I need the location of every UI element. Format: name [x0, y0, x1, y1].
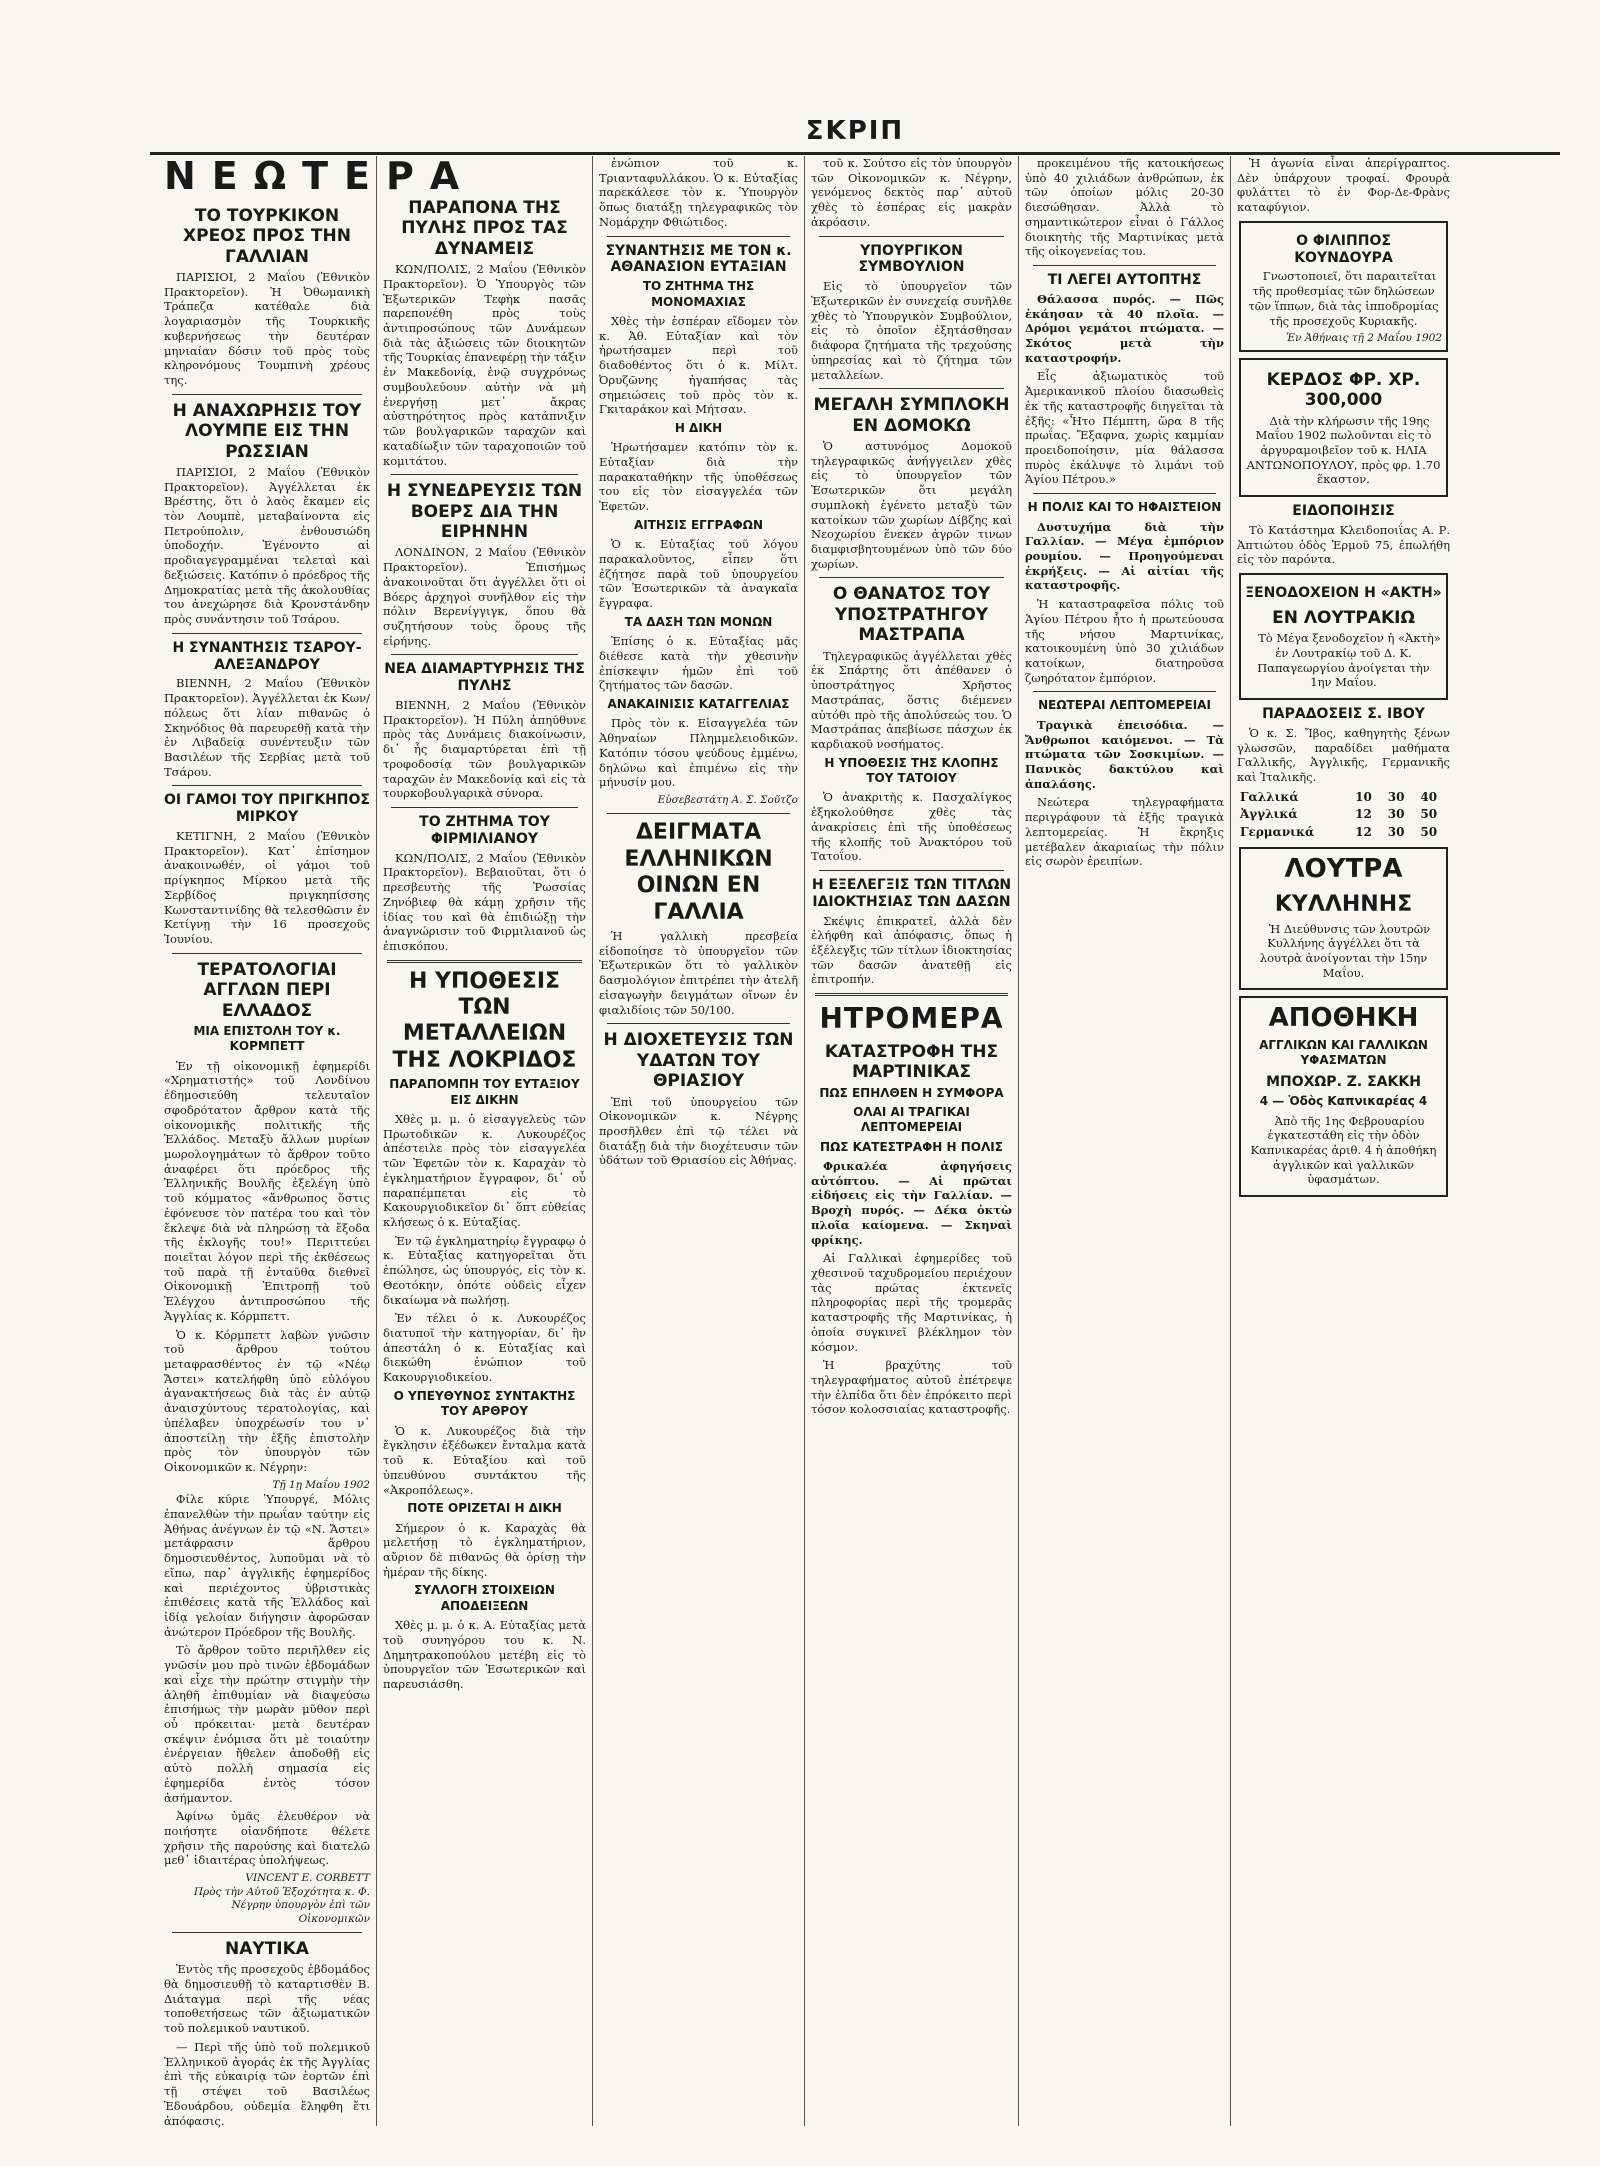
subheadline: ΟΛΑΙ ΑΙ ΤΡΑΓΙΚΑΙ ΛΕΠΤΟΜΕΡΕΙΑΙ	[853, 1104, 970, 1135]
ad-text: Ὁ κ. Σ. Ἴβος, καθηγητὴς ξένων γλωσσῶν, παραδίδει μαθήματα Γαλλικῆς, Ἀγγλικῆς, Γερμανικῆς καὶ Ἰταλικῆς.	[1237, 725, 1450, 785]
table-cell: Γερμανικά	[1240, 824, 1315, 839]
article-text: Ἐν τῇ οἰκονομικῇ ἐφημερίδι «Χρηματιστής» τοῦ Λονδίνου ἐδημοσιεύθη τελευταῖον σφοδρότατον ἄρθρον κατὰ τῆς οἰκονομικῆς πολιτικῆς τῆς Ἑλλάδος. Μεταξὺ ἄλλων μυρίων μωρολογημάτων τὸ ἄρθρον τοῦτο ἀναφέρει ὅτι πρόεδρος τῆς Ἑλληνικῆς Βουλῆς ἐξελέγη ὑπὸ τοῦ κόμματος «ἄνθρωπος ὅστις ἐφόνευσε τὸν πατέρα του καὶ τὸν ἔκλεψε διὰ νὰ πληρώσῃ τὰ ἔξοδα τῆς ἐκλογῆς του!» Περιττεύει ποιεῖται λόγον περὶ τῆς ἐκθέσεως τοῦ παρὰ τῇ ἐνταῦθα διεθνεῖ Οἰκονομικῇ Ἐπιτροπῇ τοῦ Ἐλέγχου ἀντιπροσώπου τῆς Ἀγγλίας κ. Κόρμπεττ.	[164, 1058, 370, 1323]
headline: Η ΕΞΕΛΕΓΞΙΣ ΤΩΝ ΤΙΤΛΩΝ ΙΔΙΟΚΤΗΣΙΑΣ ΤΩΝ ΔΑΣΩΝ	[811, 876, 1012, 910]
ad-title: ΚΥΛΛΗΝΗΣ	[1274, 892, 1413, 918]
signature-addressee: Πρὸς τὴν Αὐτοῦ Ἐξοχότητα κ. Φ. Νέγρην ὑπουργὸν ἐπὶ τῶν Οἰκονομικῶν	[193, 1885, 370, 1925]
divider	[607, 813, 790, 814]
table-cell: 10	[1355, 789, 1372, 804]
headline: ΝΕΑ ΔΙΑΜΑΡΤΥΡΗΣΙΣ ΤΗΣ ΠΥΛΗΣ	[384, 661, 585, 695]
divider	[819, 577, 1004, 578]
subheadline: ΤΑ ΔΑΣΗ ΤΩΝ ΜΟΝΩΝ	[624, 614, 773, 629]
headline: ΟΙ ΓΑΜΟΙ ΤΟΥ ΠΡΙΓΚΗΠΟΣ ΜΙΡΚΟΥ	[164, 792, 370, 826]
article-text: Ἡ γαλλικὴ πρεσβεία εἰδοποίησε τὸ ὑπουργεῖον τῶν Ἐξωτερικῶν ὅτι τὸ γαλλικὸν δασμολόγιον ἐπιτρέπει τὴν ἀτελῆ εἰσαγωγὴν δειγμάτων οἴνων ἐν φιαλιδίοις τῶν 50/100.	[599, 929, 798, 1017]
headline: ΝΑΥΤΙΚΑ	[225, 1938, 309, 1959]
article-text: ΠΑΡΙΣΙΟΙ, 2 Μαΐου (Ἑθνικὸν Πρακτορεῖον). Ἀγγέλλεται ἐκ Βρέστης, ὅτι ὁ λαὸς ἔκαμεν εἰς τὸν Λουμπὲ, μεταβαίνοντα εἰς Πετρούπολιν, ἐνθουσιώδη ὑποδοχήν. Ἐγένοντο αἱ προδιαγεγραμμέναι τελεταὶ καὶ δεξιώσεις. Κατόπιν ὁ πρόεδρος τῆς Δημοκρατίας μετὰ τῆς ἀκολουθίας του ἀνεχώρησε διὰ Κρονστάνδην πρὸς συνάντησιν τοῦ Τσάρου.	[164, 464, 370, 627]
headline: ΜΕΓΑΛΗ ΣΥΜΠΛΟΚΗ ΕΝ ΔΟΜΟΚΩ	[813, 395, 1010, 436]
subheadline: Η ΥΠΟΘΕΣΙΣ ΤΗΣ ΚΛΟΠΗΣ ΤΟΥ ΤΑΤΟΙΟΥ	[824, 755, 999, 786]
ad-date: Ἐν Ἀθήναις τῇ 2 Μαΐου 1902	[1286, 332, 1442, 345]
article-text: — Περὶ τῆς ὑπὸ τοῦ πολεμικοῦ Ἑλληνικοῦ ἀγοράς ἐκ τῆς Ἀγγλίας ἐπὶ τῆς εὐκαιρίᾳ τῶν ἑορτῶν ἐπὶ τῇ στέψει τοῦ Βασιλέως Ἐδουάρδου, οὐδεμία ἔληφθη ἔτι ἀπόφασις.	[164, 2039, 370, 2128]
headline: Η ΣΥΝΕΔΡΕΥΣΙΣ ΤΩΝ ΒΟΕΡΣ ΔΙΑ ΤΗΝ ΕΙΡΗΝΗΝ	[386, 481, 583, 543]
divider	[1033, 691, 1216, 692]
article-text: Τηλεγραφικῶς ἀγγέλλεται χθὲς ἐκ Σπάρτης ὅτι ἀπέθανεν ὁ ὑποστράτηγος Χρῆστος Μαστράπας, ὅστις διέμενεν αὐτόθι πρὸ τῆς ἀπολύσεώς του. Ὁ Μαστράπας ἀπεβίωσε πάσχων ἐκ καρδιακοῦ νοσήματος.	[811, 648, 1012, 751]
article-text: Φίλε κύριε Ὑπουργέ, Μόλις ἐπανελθὼν τὴν πρωΐαν ταύτην εἰς Ἀθήνας ἀνέγνων ἐν τῷ «Ν. Ἄστει» μετάφρασιν ἄρθρου δημοσιευθέντος, λυποῦμαι νὰ τὸ εἴπω, παρ᾿ ἀγγλικῆς ἐφημερίδος καὶ περιέχοντος ὑβριστικὰς ἐπιθέσεις κατὰ τῆς Ἑλλάδος καὶ ἰδίᾳ γελοίαν διήγησιν ἀφορῶσαν ἀνώτερον Πρόεδρον τῆς Βουλῆς.	[164, 1492, 370, 1639]
ad-title: ΕΝ ΛΟΥΤΡΑΚΙΩ	[1272, 607, 1415, 628]
article-text: Χθὲς τὴν ἑσπέραν εἴδομεν τὸν κ. Ἀθ. Εὐταξίαν καὶ τὸν ἠρωτήσαμεν περὶ τοῦ διαδοθέντος ὅτι ὁ κ. Μίλτ. Ὀρυζῶνης ἠγαπήσας τὰς σημειώσεις τοῦ πρὸς τὸν κ. Γκιταράκον καὶ Μήτσαν.	[599, 313, 798, 417]
headline: ΥΠΟΥΡΓΙΚΟΝ ΣΥΜΒΟΥΛΙΟΝ	[858, 242, 965, 276]
rates-table	[1237, 789, 1450, 841]
article-text: ΠΑΡΙΣΙΟΙ, 2 Μαΐου (Ἑθνικὸν Πρακτορεῖον). Ἡ Ὀθωμανικὴ Τράπεζα κατέθαλε διὰ λογαριασμὸν τῆς Τουρκικῆς κυβερνήσεως τὴν δευτέραν μηνιαίαν δόσιν τοῦ πρὸς τοὺς κληρονόμους Τουμπινὴ χρέους της.	[164, 269, 370, 387]
article-text: Ἡ ἀγωνία εἶναι ἀπερίγραπτος. Δὲν ὑπάρχουν τροφαί. Φρουρὰ φυλάττει τὸ ἐν Φορ-Δε-Φρὰνς καταφύγιον.	[1237, 156, 1450, 215]
article-text: Ἐντὸς τῆς προσεχοῦς ἑβδομάδος θὰ δημοσιευθῇ τὸ καταρτισθὲν Β. Διάταγμα περὶ τῆς νέας τοποθετήσεως τῶν ἀξιωματικῶν τοῦ πολεμικοῦ ναυτικοῦ.	[164, 1962, 370, 2036]
article-text: Ὁ αστυνόμος Δομοκοῦ τηλεγραφικῶς ἀνήγγειλεν χθὲς εἰς τὸ ὑπουργεῖον τῶν Ἐσωτερικῶν ὅτι μεγάλη συμπλοκὴ ἐγένετο μεταξὺ τῶν κατοίκων τῶν χωρίων Δίβζης καὶ Νεοχωρίου ἕνεκεν ἀγρῶν τινων διαμφισβητουμένων ὑπὸ τῶν δύο χωρίων.	[811, 439, 1012, 571]
table-cell: Γαλλικά	[1240, 789, 1299, 804]
column-6	[1230, 156, 1456, 2126]
headline: Ο ΘΑΝΑΤΟΣ ΤΟΥ ΥΠΟΣΤΡΑΤΗΓΟΥ ΜΑΣΤΡΑΠΑ	[832, 584, 991, 646]
article-text: ΒΙΕΝΝΗ, 2 Μαΐου (Ἑθνικὸν Πρακτορεῖον). Ἀγγέλλεται ἐκ Κων/πόλεως ὅτι λίαν πιθανῶς ὁ Σκηνόδιος θὰ παρευρεθῇ κατὰ τὴν ἐν Λιβαδείᾳ συνέντευξιν τῶν Βασιλέων τῆς Σερβίας μετὰ τοῦ Τσάρου.	[164, 676, 370, 779]
table-cell: 50	[1420, 824, 1438, 839]
divider	[172, 1932, 362, 1933]
article-text: ΛΟΝΔΙΝΟΝ, 2 Μαΐου (Ἑθνικὸν Πρακτορεῖον). Ἐπισήμως ἀνακοινοῦται ὅτι ἀγγέλλει ὅτι οἱ Βόερς ἀρχηγοὶ συνῆλθον εἰς τὴν πόλιν Βερενίγγιγκ, ὅπου θὰ συζητήσουν τοὺς ὅρους τῆς εἰρήνης.	[383, 545, 586, 648]
divider	[387, 960, 582, 963]
article-text: ΚΩΝ/ΠΟΛΙΣ, 2 Μαΐου (Ἑθνικὸν Πρακτορεῖον). Ὁ Ὑπουργὸς τῶν Ἐξωτερικῶν Τεφὴκ πασᾶς παρεπονέθη πρὸς τοὺς ἀντιπροσώπους τῶν Δυνάμεων διὰ τὰς ἀξιώσεις τῶν διοικητῶν τῆς Τουρκίας ἐπανεφέρῃ τὴν τάξιν ἐν Μακεδονίᾳ, ἐνῷ συγχρόνως συμβουλεύουν αὐτὴν νὰ μὴ ἐνεργήσῃ μετ᾿ ἄκρας αὐστηρότητος πρὸς κατάπνιξιν τῶν βουλγαρικῶν ταραχῶν καὶ καταδίωξιν τῶν ταραχοποιῶν τοῦ κομιτάτου.	[383, 262, 586, 468]
headline: ΣΥΝΑΝΤΗΣΙΣ ΜΕ ΤΟΝ κ. ΑΘΑΝΑΣΙΟΝ ΕΥΤΑΞΙΑΝ	[605, 242, 792, 276]
signature: Εὐσεβεστάτη Α. Σ. Σοῦτζο	[657, 794, 798, 807]
ad-box	[1239, 847, 1448, 991]
headline: Η ΔΙΟΧΕΤΕΥΣΙΣ ΤΩΝ ΥΔΑΤΩΝ ΤΟΥ ΘΡΙΑΣΙΟΥ	[603, 1030, 794, 1092]
subheadline: ΑΝΑΚΑΙΝΙΣΙΣ ΚΑΤΑΓΓΕΛΙΑΣ	[607, 697, 790, 712]
headline: ΔΕΙΓΜΑΤΑ ΕΛΛΗΝΙΚΩΝ ΟΙΝΩΝ ΕΝ ΓΑΛΛΙΑ	[624, 820, 773, 925]
article-text: προκειμένου τῆς κατοικήσεως ὑπὸ 40 χιλιάδων ἀνθρώπων, ἐκ τῶν ὁποίων μόλις 20-30 διεσώθησαν. Ἀλλὰ τὸ σημαντικώτερον εἶναι ὁ Γάλλος διοικητὴς τῆς Μαρτινίκας μετὰ τῆς οἰκογενείας του.	[1025, 156, 1224, 259]
table-row	[1237, 806, 1450, 823]
ad-title: ΑΠΟΘΗΚΗ	[1268, 1003, 1419, 1034]
divider	[1033, 265, 1216, 266]
subheadline: ΜΙΑ ΕΠΙΣΤΟΛΗ ΤΟΥ κ. ΚΟΡΜΠΕΤΤ	[193, 1023, 341, 1054]
article-text: Ἡ καταστραφεῖσα πόλις τοῦ Ἁγίου Πέτρου ἦτο ἡ πρωτεύουσα τῆς νήσου Μαρτινίκας, κατοικουμένη ὑπὸ 30 χιλιάδων κατοίκων, διατηροῦσα ζωηρότατον ἐμπόριον.	[1025, 597, 1224, 685]
column-4	[804, 156, 1018, 2126]
divider	[1033, 493, 1216, 494]
table-cell: 50	[1420, 807, 1438, 822]
column-2	[376, 156, 592, 2126]
ad-box	[1239, 221, 1448, 352]
ad-title: ΛΟΥΤΡΑ	[1284, 853, 1403, 884]
ad-title: ΕΙΔΟΠΟΙΗΣΙΣ	[1292, 503, 1395, 520]
newspaper-title: ΣΚΡΙΠ	[805, 116, 905, 146]
ad-subtitle: ΑΓΓΛΙΚΩΝ ΚΑΙ ΓΑΛΛΙΚΩΝ ΥΦΑΣΜΑΤΩΝ	[1259, 1037, 1428, 1068]
divider	[172, 394, 362, 395]
article-text: Αἱ Γαλλικαὶ ἐφημερίδες τοῦ χθεσινοῦ ταχυδρομείου περιέχουν τὰς πρώτας ἐκτενεῖς πληροφορίας περὶ τῆς τρομερᾶς καταστροφῆς τῆς Μαρτινίκας, ἡ ὁποία συγκινεῖ βλέκλημον τὸν κόσμον.	[811, 1251, 1012, 1354]
article-text: Ἀφίνω ὑμᾶς ἐλευθέρον νὰ ποιήσητε οἱανδήποτε θέλετε χρῆσιν τῆς παρούσης καὶ διατελῶ μεθ᾿ ἰδιαιτέρας ὑπολήψεως.	[164, 1809, 370, 1868]
article-text: Εἷς ἀξιωματικὸς τοῦ Ἀμερικανικοῦ πλοίου διασωθεὶς ἐκ τῆς καταστροφῆς διηγεῖται τὰ ἑξῆς: «Ἦτο Πέμπτη, ὥρα 8 τῆς πρωΐας. Ἔξαφνα, χωρὶς καμμίαν προειδοποίησιν, μία θάλασσα πυρὸς ἐκάλυψε τὸ λιμάνι τοῦ Ἁγίου Πέτρου.»	[1025, 369, 1224, 487]
divider	[607, 236, 790, 237]
subheadline: ΤΟ ΖΗΤΗΜΑ ΤΗΣ ΜΟΝΟΜΑΧΙΑΣ	[642, 279, 755, 309]
divider	[819, 870, 1004, 871]
headline: ΤΙ ΛΕΓΕΙ ΑΥΤΟΠΤΗΣ	[1047, 272, 1202, 289]
headline: ΤΟ ΖΗΤΗΜΑ ΤΟΥ ΦΙΡΜΙΛΙΑΝΟΥ	[419, 814, 550, 847]
ad-text: Τὸ Κατάστημα Κλειδοποιΐας Α. Ρ. Ἀπτιώτου ὁδὸς Ἑρμοῦ 75, ἐπωλήθη εἰς τὸν παρόντα.	[1237, 522, 1450, 567]
article-text: τοῦ κ. Σούτσο εἰς τὸν ὑπουργὸν τῶν Οἰκονομικῶν κ. Νέγρην, γενόμενος δεκτὸς παρ᾿ αὐτοῦ χθὲς τὸ ἑσπέρας εἰς μακρὰν ἀκρόασιν.	[811, 156, 1012, 229]
divider	[819, 236, 1004, 237]
article-text: Ὁ κ. Κόρμπεττ λαβὼν γνῶσιν τοῦ ἄρθρου τούτου μεταφρασθέντος ἐν τῷ «Νέῳ Ἄστει» κατελήφθη ὑπὸ εὐλόγου ἀγανακτήσεως διὰ τὰς ἐν αὐτῷ ἀναισχύντους τερατολογίας, καὶ ὑπέλαβεν ὑποχρέωσίν του ν᾿ ἀποστείλῃ τὴν ἑξῆς ἐπιστολὴν πρὸς τὸν ὑπουργὸν τῶν Οἰκονομικῶν κ. Νέγρην:	[164, 1327, 370, 1475]
subheadline: Η ΠΟΛΙΣ ΚΑΙ ΤΟ ΗΦΑΙΣΤΕΙΟΝ	[1027, 500, 1222, 515]
article-text: Ἐπὶ τοῦ ὑπουργείου τῶν Οἰκονομικῶν κ. Νέγρης προσῆλθεν ἐπὶ τῷ τέλει νὰ διατάξῃ διὰ τὴν διοχέτευσιν τῶν ὑδάτων τοῦ Θριασίου εἰς Ἀθήνας.	[599, 1094, 798, 1168]
headline: ΤΟ ΤΟΥΡΚΙΚΟΝ ΧΡΕΟΣ ΠΡΟΣ ΤΗΝ ΓΑΛΛΙΑΝ	[183, 205, 351, 267]
ad-text: Ἀπὸ τῆς 1ης Φεβρουαρίου ἐγκατεστάθη εἰς τὴν ὁδὸν Καπνικαρέας ἀριθ. 4 ἡ ἀποθήκη ἀγγλικῶν καὶ γαλλικῶν ὑφασμάτων.	[1250, 1113, 1437, 1187]
article-text: Σήμερον ὁ κ. Καραχὰς θὰ μελετήσῃ τὸ ἐγκληματήριον, αὔριον δὲ πιθανῶς θὰ ὁρίσῃ τὴν ἡμέραν τῆς δίκης.	[383, 1520, 586, 1579]
subheadline: ΠΩΣ ΚΑΤΕΣΤΡΑΦΗ Η ΠΟΛΙΣ	[820, 1139, 1003, 1154]
ad-box	[1239, 996, 1448, 1197]
ad-text: Τὸ Μέγα ξενοδοχεῖον ἡ «Ἀκτὴ» ἐν Λουτρακίῳ τοῦ Δ. Κ. Παπαγεωργίου ἀνοίγεται τὴν 1ην Μαΐου.	[1257, 631, 1441, 690]
article-text: Σκέψις ἐπικρατεῖ, ἀλλὰ δὲν ἐλήφθη καὶ ἀπόφασις, ὅπως ἡ ἐξέλεγξις τῶν τίτλων ἰδιοκτησίας τῶν δασῶν ἀνατεθῇ εἰς ἐπιτροπήν.	[811, 913, 1012, 987]
subheadline: Ο ΥΠΕΥΘΥΝΟΣ ΣΥΝΤΑΚΤΗΣ ΤΟΥ ΑΡΘΡΟΥ	[393, 1388, 576, 1419]
ad-subtitle: ΜΠΟΧΩΡ. Ζ. ΣΑΚΚΗ	[1266, 1074, 1421, 1091]
article-text: Τραγικὰ ἐπεισόδια. — Ἄνθρωποι καιόμενοι. — Τὰ πτώματα τῶν Σοσκιμίων. — Πανικὸς δακτύλου καὶ ἀπαλάσης.	[1025, 717, 1224, 791]
article-text: Πρὸς τὸν κ. Εἰσαγγελέα τῶν Ἀθηναίων Πλημμελειοδικῶν. Κατόπιν τόσου ψεύδους ἐμμένω, δηλώνω καὶ ἐπιμένω εἰς τὴν μήνυσίν μου.	[599, 716, 798, 790]
headline: Η ΑΝΑΧΩΡΗΣΙΣ ΤΟΥ ΛΟΥΜΠΕ ΕΙΣ ΤΗΝ ΡΩΣΣΙΑΝ	[172, 400, 362, 462]
ad-text: Ἡ Διεύθυνσις τῶν λουτρῶν Κυλλήνης ἀγγέλλει ὅτι τὰ λουτρὰ ἀνοίγονται τὴν 15ην Μαΐου.	[1259, 921, 1431, 980]
section-title: ΝΕΩΤΕΡΑ	[164, 154, 476, 198]
subheadline: ΠΩΣ ΕΠΗΛΘΕΝ Η ΣΥΜΦΟΡΑ	[819, 1085, 1004, 1100]
article-text: Ἐπίσης ὁ κ. Εὐταξίας μᾶς διέθεσε κατὰ τὴν χθεσινὴν ἐπίσκεψιν ἡμῶν ἐπὶ τοῦ ζητήματος τῶν δασῶν.	[599, 634, 798, 693]
subheadline: ΝΕΩΤΕΡΑΙ ΛΕΠΤΟΜΕΡΕΙΑΙ	[1038, 698, 1211, 713]
headline: Η ΥΠΟΘΕΣΙΣ ΤΩΝ ΜΕΤΑΛΛΕΙΩΝ ΤΗΣ ΛΟΚΡΙΔΟΣ	[392, 968, 577, 1073]
divider	[815, 993, 1008, 996]
article-text: Ὁ κ. Λυκουρέζος διὰ τὴν ἔγκλησιν ἐξέδωκεν ἔνταλμα κατὰ τοῦ κ. Εὐταξίου καὶ τοῦ ὑπευθύνου συντάκτου τῆς «Ἀκροπόλεως».	[383, 1423, 586, 1497]
headline: ΗΤΡΟΜΕΡΑ	[819, 1002, 1004, 1036]
headline: ΚΑΤΑΣΤΡΟΦΗ ΤΗΣ ΜΑΡΤΙΝΙΚΑΣ	[824, 1041, 999, 1083]
article-text: Ὁ κ. Εὐταξίας τοῦ λόγου παρακαλοῦντος, εἶπεν ὅτι ἐζήτησε παρὰ τοῦ ὑπουργείου τῶν Ἐσωτερικῶν τὰ ἀναγκαῖα ἔγγραφα.	[599, 537, 798, 611]
divider	[172, 633, 362, 634]
column-3	[592, 156, 804, 2126]
article-text: Ἐν τέλει ὁ κ. Λυκουρέζος διατυποῖ τὴν κατηγορίαν, δι᾿ ἣν ἀπεστάλη ὁ κ. Εὐταξίας καὶ διεκώθη ἐνώπιον τοῦ Κακουργιοδικείου.	[383, 1311, 586, 1385]
headline: Η ΣΥΝΑΝΤΗΣΙΣ ΤΣΑΡΟΥ-ΑΛΕΞΑΝΔΡΟΥ	[172, 639, 362, 673]
divider	[172, 953, 362, 954]
table-cell: 12	[1355, 824, 1372, 839]
article-text: Χθὲς μ. μ. ὁ εἰσαγγελεὺς τῶν Πρωτοδικῶν κ. Λυκουρέζος ἀπέστειλε πρὸς τὸν εἰσαγγελέα τῶν Ἐφετῶν τὸν κ. Καραχὰν τὸ ἐγκληματήριον ἔγγραφον, δι᾿ οὗ παραπέμπεται εἰς τὸ Κακουργιοδικεῖον δι᾿ ὅπτ εὐθείας κλήσεως ὁ κ. Εὐταξίας.	[383, 1111, 586, 1229]
divider	[391, 807, 578, 808]
subheadline: ΠΟΤΕ ΟΡΙΖΕΤΑΙ Η ΔΙΚΗ	[407, 1501, 562, 1516]
table-cell: 40	[1420, 789, 1438, 804]
table-cell: Ἀγγλικά	[1240, 807, 1298, 822]
ad-box	[1239, 573, 1448, 700]
column-1	[158, 154, 476, 2128]
ad-address: 4 — Ὁδὸς Καπνικαρέας 4	[1259, 1094, 1428, 1109]
divider	[172, 785, 362, 786]
divider	[391, 654, 578, 655]
article-text: Εἰς τὸ ὑπουργεῖον τῶν Ἐξωτερικῶν ἐν συνεχείᾳ συνῆλθε χθὲς τὸ Ὑπουργικὸν Συμβούλιον, εἰς τὸ ὁποῖον ἐξητάσθησαν διάφορα ζητήματα τῆς τρεχούσης ὑπηρεσίας καὶ τὸ ζήτημα τῶν μεταλλείων.	[811, 279, 1012, 382]
signature: VINCENT E. CORBETT	[245, 1872, 370, 1885]
ad-title: ΠΑΡΑΔΟΣΕΙΣ Σ. ΙΒΟΥ	[1262, 706, 1425, 723]
divider	[819, 388, 1004, 389]
article-text: Χθὲς μ. μ. ὁ κ. Α. Εὐταξίας μετὰ τοῦ συνηγόρου του κ. Ν. Δημητρακοπούλου μετέβη εἰς τὸ ὑπουργεῖον τῶν Ἐσωτερικῶν καὶ παρευσιάσθη.	[383, 1618, 586, 1692]
article-text: ΚΕΤΙΓΝΗ, 2 Μαΐου (Ἑθνικὸν Πρακτορεῖον). Κατ᾿ ἐπίσημον ἀνακοινωθέν, οἱ γάμοι τοῦ πρίγκηπος Μίρκου μετὰ τῆς Σερβίδος πριγκηπίσσης Κωνσταντινίδης θὰ τελεσθῶσιν ἐν Κετίγνῃ τὴν 16 προσεχοῦς Ἰουνίου.	[164, 829, 370, 947]
ad-box	[1239, 358, 1448, 497]
headline: ΠΑΡΑΠΟΝΑ ΤΗΣ ΠΥΛΗΣ ΠΡΟΣ ΤΑΣ ΔΥΝΑΜΕΙΣ	[401, 198, 568, 259]
table-cell: 30	[1387, 824, 1405, 839]
article-text: Ὁ ἀνακριτὴς κ. Πασχαλίγκος ἐξηκολούθησε χθὲς τὰς ἀνακρίσεις ἐπὶ τῆς ὑποθέσεως τῆς κλοπῆς τοῦ Ἀνακτόρου τοῦ Τατοΐου.	[811, 790, 1012, 864]
divider	[391, 474, 578, 475]
subheadline: ΑΙΤΗΣΙΣ ΕΓΓΡΑΦΩΝ	[633, 517, 764, 532]
table-cell: 12	[1355, 807, 1372, 822]
article-text: Ἐν τῷ ἐγκληματηρίῳ ἔγγραφῳ ὁ κ. Εὐταξίας κατηγορεῖται ὅτι ἐπώλησε, ὡς ὑπουργός, εἰς τὸν κ. Θεοτόκην, ὁπότε οὐδεὶς εἶχεν δικαίωμα νὰ πωλήσῃ.	[383, 1233, 586, 1307]
article-text: ἐνώπιον τοῦ κ. Τριανταφυλλάκου. Ὁ κ. Εὐταξίας παρεκάλεσε τὸν κ. Ὑπουργὸν ὅπως διατάξῃ τηλεγραφικῶς τὸν Νομάρχην Φθιώτιδος.	[599, 156, 798, 229]
article-text: Ἠρωτήσαμεν κατόπιν τὸν κ. Εὐταξίαν διὰ τὴν παρακαταθήκην τῆς ὑποθέσεως του εἰς τὸν εἰσαγγελέα τῶν Ἐφετῶν.	[599, 440, 798, 514]
subheadline: ΣΥΛΛΟΓΗ ΣΤΟΙΧΕΙΩΝ ΑΠΟΔΕΙΞΕΩΝ	[414, 1583, 555, 1613]
article-text: Τὸ ἄρθρον τοῦτο περιῆλθεν εἰς γνῶσίν μου πρὸ τινῶν ἑβδομάδων καὶ εἶχε τὴν πρώτην στιγμὴν τὴν ἀληθῆ ἐπιθυμίαν νὰ διαψεύσω ἐπισήμως τὴν μωρὰν μῦθον περὶ οὗ πρόκειται· μετὰ δευτέραν σκέψιν ἐνόμισα ὅτι μὲ τοιαύτην ἐνέργειαν ἤθελεν ἀποδοθῇ εἰς αὐτὸ πολλὴ σημασία εἰς ἐφημερίδα ἐντὸς τόσον ἀσήμαντον.	[164, 1643, 370, 1805]
masthead	[150, 112, 1560, 155]
article-text: ΒΙΕΝΝΗ, 2 Μαΐου (Ἑθνικὸν Πρακτορεῖον). Ἡ Πύλη ἀπηύθυνε πρὸς τὰς Δυνάμεις διακοίνωσιν, δι᾿ ἧς διαμαρτύρεται ἐπὶ τῇ τροφοδοσίᾳ τῶν βουλγαρικῶν ταραχῶν ἐν Μακεδονίᾳ καὶ εἰς τὰ τουρκοβουλγαρικὰ σύνορα.	[383, 698, 586, 801]
table-cell: 30	[1387, 807, 1405, 822]
ad-text: Γνωστοποιεῖ, ὅτι παραιτεῖται τῆς προθεσμίας τῶν δηλώσεων τῶν ἵππων, διὰ τὰς ἱπποδρομίας τῆς προσεχοῦς Κυριακῆς.	[1248, 269, 1439, 328]
ad-title: ΞΕΝΟΔΟΧΕΙΟΝ Η «ΑΚΤΗ»	[1245, 585, 1442, 602]
article-text: Θάλασσα πυρός. — Πῶς ἐκάησαν τὰ 40 πλοῖα. — Δρόμοι γεμάτοι πτώματα. — Σκότος μετὰ τὴν καταστροφήν.	[1025, 291, 1224, 365]
ad-title: Ο ΦΙΛΙΠΠΟΣ ΚΟΥΝΔΟΥΡΑ	[1294, 232, 1393, 266]
letter-date: Τῇ 1ῃ Μαΐου 1902	[272, 1478, 370, 1491]
ad-text: Διὰ τὴν κλήρωσιν τῆς 19ης Μαΐου 1902 πωλοῦνται εἰς τὸ ἀργυραμοιβεῖον τοῦ κ. ΗΛΙΑ ΑΝΤΩΝΟΠΟΥΛΟΥ, πρὸς φρ. 1.70 ἕκαστον.	[1246, 413, 1441, 487]
article-text: Νεώτερα τηλεγραφήματα περιγράφουν τὰ ἑξῆς τραγικὰ λεπτομερείας. Ἡ ἔκρηξις μετέβαλεν ἀκαριαίως τὴν πόλιν εἰς σωρὸν ἐρειπίων.	[1025, 795, 1224, 869]
subheadline: Η ΔΙΚΗ	[674, 420, 723, 435]
article-text: Δυστυχήμα διὰ τὴν Γαλλίαν. — Μέγα ἐμπόριον ρουμίου. — Προηγούμεναι ἐκρήξεις. — Αἱ αἰτίαι τῆς καταστροφῆς.	[1025, 519, 1224, 593]
subheadline: ΠΑΡΑΠΟΜΠΗ ΤΟΥ ΕΥΤΑΞΙΟΥ ΕΙΣ ΔΙΚΗΝ	[389, 1077, 580, 1107]
divider	[607, 1023, 790, 1024]
headline: ΤΕΡΑΤΟΛΟΓΙΑΙ ΑΓΓΛΩΝ ΠΕΡΙ ΕΛΛΑΔΟΣ	[197, 959, 337, 1021]
ad-title: ΚΕΡΔΟΣ ΦΡ. ΧΡ. 300,000	[1266, 369, 1421, 411]
table-cell: 30	[1387, 789, 1405, 804]
article-text: Φρικαλέα ἀφηγήσεις αὐτόπτου. — Αἱ πρῶται εἰδήσεις εἰς τὴν Γαλλίαν. — Βροχὴ πυρός. — Δέκα ὀκτὼ πλοῖα καίομενα. — Σκηναὶ φρίκης.	[811, 1158, 1012, 1247]
table-row	[1237, 824, 1450, 841]
article-text: ΚΩΝ/ΠΟΛΙΣ, 2 Μαΐου (Ἑθνικὸν Πρακτορεῖον). Βεβαιοῦται, ὅτι ὁ πρεσβευτὴς τῆς Ῥωσσίας Ζηνόβιεφ θὰ κάμῃ χρῆσιν τῆς ἰδίας του καὶ θὰ ἐπιδιώξῃ τὴν ἀναγνώρισιν τοῦ Φιρμιλιανοῦ ὡς ἐπισκόπου.	[383, 850, 586, 953]
table-row	[1237, 789, 1450, 806]
article-text: Ἡ βραχύτης τοῦ τηλεγραφήματος αὐτοῦ ἐπέτρεψε τὴν ἐλπίδα ὅτι δὲν ἐπρόκειτο περὶ τόσον κολοσσιαίας καταστροφῆς.	[811, 1358, 1012, 1417]
column-5	[1018, 156, 1230, 2126]
